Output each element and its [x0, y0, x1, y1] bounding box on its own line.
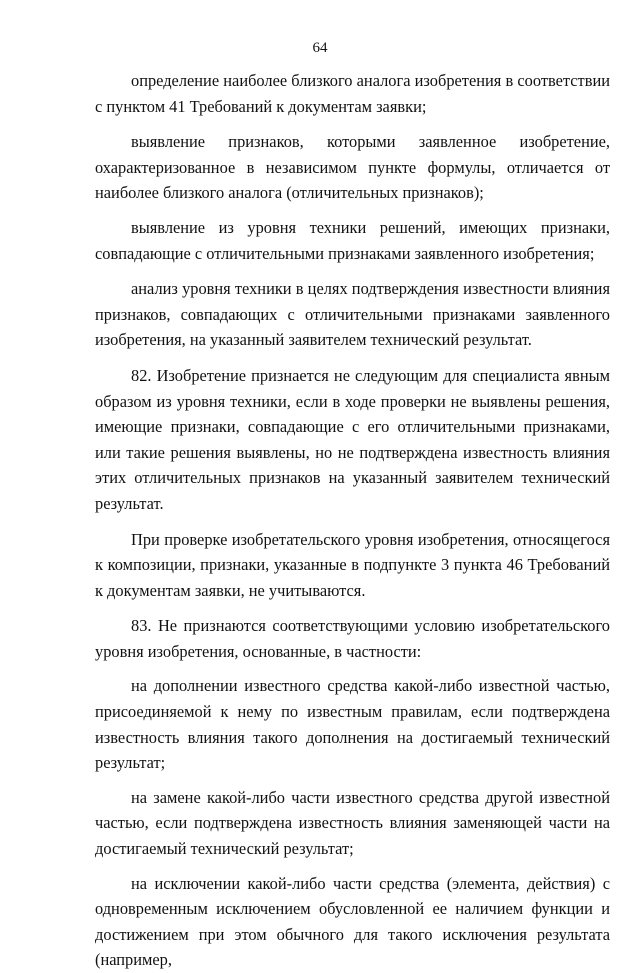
- body-text: [95, 68, 610, 973]
- paragraph: определение наиболее близкого аналога изобретения в соответствии с пунктом 41 Требований к документам заявки;: [95, 71, 610, 116]
- page-number: 64: [312, 40, 328, 56]
- paragraph: выявление признаков, которыми заявленное изобретение, охарактеризованное в независимом пункте формулы, отличается от наиболее близкого аналога (отличительных признаков);: [95, 132, 610, 203]
- paragraph: на исключении какой-либо части средства (элемента, действия) с одновременным исключением обусловленной ее наличием функции и достижением при этом обычного для такого исключения результата (например,: [95, 873, 610, 970]
- paragraph: на дополнении известного средства какой-либо известной частью, присоединяемой к нему по известным правилам, если подтверждена известность влияния такого дополнения на достигаемый технический результат;: [95, 676, 610, 773]
- paragraph: 83. Не признаются соответствующими условию изобретательского уровня изобретения, основанные, в частности:: [95, 616, 610, 661]
- paragraph: 82. Изобретение признается не следующим для специалиста явным образом из уровня техники, если в ходе проверки не выявлены решения, имеющие признаки, совпадающие с его отличительными признаками, или такие решения выявлены, но не подтверждена известность влияния этих отличительных признаков на указанный заявителем технический результат.: [95, 365, 610, 513]
- paragraph: При проверке изобретательского уровня изобретения, относящегося к композиции, признаки, указанные в подпункте 3 пункта 46 Требований к документам заявки, не учитываются.: [95, 529, 610, 600]
- paragraph: выявление из уровня техники решений, имеющих признаки, совпадающие с отличительными признаками заявленного изобретения;: [95, 217, 610, 263]
- paragraph: анализ уровня техники в целях подтверждения известности влияния признаков, совпадающих с отличительными признаками заявленного изобретения, на указанный заявителем технический результат.: [95, 279, 610, 350]
- paragraph: на замене какой-либо части известного средства другой известной частью, если подтверждена известность влияния заменяющей части на достигаемый технический результат;: [95, 787, 610, 859]
